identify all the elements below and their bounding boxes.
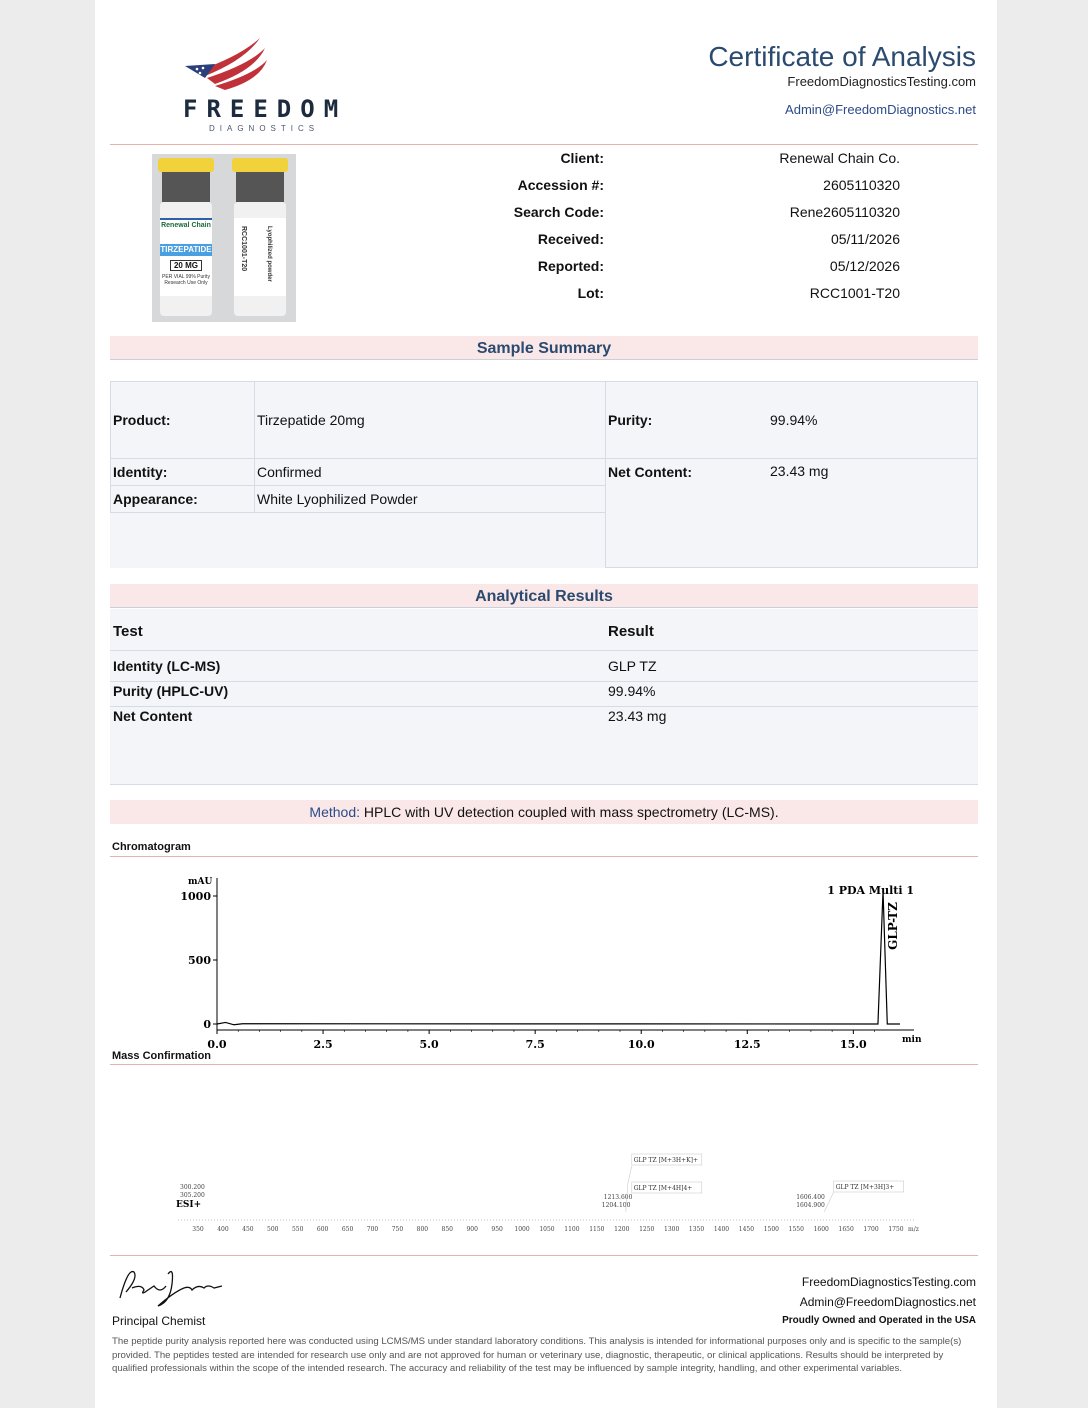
chromatogram-chart <box>110 858 978 1051</box>
annotation-leader <box>824 1192 833 1212</box>
detector-label: 1 PDA Multi 1 <box>827 884 914 897</box>
y-tick-label: 500 <box>188 954 211 967</box>
vial-lot-text: RCC1001-T20 <box>240 226 247 272</box>
mz-tick-label: 850 <box>441 1226 454 1233</box>
client-info-row <box>490 258 900 285</box>
flag-swoosh-icon <box>145 26 315 96</box>
mz-tick-label: 1700 <box>863 1226 879 1233</box>
chromatogram-trace <box>217 891 900 1025</box>
net-content-value: 23.43 mg <box>770 463 829 479</box>
identity-value: Confirmed <box>257 464 322 480</box>
mz-tick-label: 1500 <box>763 1226 779 1233</box>
mz-tick-label: 1150 <box>589 1226 605 1233</box>
footer-website: FreedomDiagnosticsTesting.com <box>801 1275 976 1289</box>
mz-tick-label: 500 <box>267 1226 279 1233</box>
purity-value: 99.94% <box>770 412 818 428</box>
product-label: Product: <box>113 412 171 428</box>
mz-tick-label: 1300 <box>664 1226 680 1233</box>
result-value: GLP TZ <box>608 658 657 674</box>
mz-tick-label: 1600 <box>813 1226 829 1233</box>
mz-tick-label: 800 <box>416 1226 429 1233</box>
footer-tagline: Proudly Owned and Operated in the USA <box>782 1315 976 1326</box>
client-info-row <box>490 177 900 204</box>
x-tick-label: 0.0 <box>207 1038 227 1051</box>
mz-tick-label: 950 <box>491 1226 503 1233</box>
method-line <box>110 800 978 824</box>
y-tick-label: 1000 <box>180 890 211 903</box>
mz-tick-label: 750 <box>391 1226 404 1233</box>
client-info-value: Renewal Chain Co. <box>779 150 900 166</box>
vial-brand: Renewal Chain <box>161 222 211 229</box>
x-tick-label: 7.5 <box>525 1038 545 1051</box>
purity-label: Purity: <box>608 412 653 428</box>
result-test-name: Identity (LC-MS) <box>113 658 221 674</box>
client-info-label: Search Code: <box>513 204 604 220</box>
method-label: Method: <box>309 804 360 820</box>
result-test-name: Net Content <box>113 708 193 724</box>
x-unit-label: min <box>902 1035 922 1045</box>
mz-tick-label: 1200 <box>614 1226 630 1233</box>
peak-mz-label: 305.200 <box>180 1192 205 1199</box>
esi-mode-label: ESI+ <box>176 1200 202 1210</box>
header-divider <box>110 144 978 145</box>
mz-tick-label: 700 <box>366 1226 379 1233</box>
certificate-sheet <box>110 16 978 1396</box>
client-info-label: Accession #: <box>517 177 604 193</box>
brand-wordmark: FREEDOM <box>183 95 348 123</box>
freedom-logo <box>145 26 348 136</box>
client-info-value: 05/11/2026 <box>830 231 900 247</box>
sample-summary-table <box>110 381 978 568</box>
chromatogram-divider <box>110 856 978 857</box>
appearance-value: White Lyophilized Powder <box>257 491 418 507</box>
identity-label: Identity: <box>113 464 168 480</box>
vial-product: TIRZEPATIDE <box>160 245 212 254</box>
mz-tick-label: 1400 <box>713 1226 730 1233</box>
y-unit-label: mAU <box>188 877 213 887</box>
mass-divider <box>110 1064 978 1065</box>
mz-tick-label: 1550 <box>788 1226 804 1233</box>
signer-role: Principal Chemist <box>112 1314 206 1328</box>
net-content-label: Net Content: <box>608 464 692 480</box>
mz-tick-label: 1450 <box>738 1226 755 1233</box>
mass-confirmation-heading: Mass Confirmation <box>112 1050 212 1062</box>
x-tick-label: 10.0 <box>627 1038 655 1051</box>
appearance-label: Appearance: <box>113 491 198 507</box>
vial-side-text: Lyophilized powder <box>266 226 272 282</box>
analytical-results-table <box>110 609 978 785</box>
brand-subtitle: DIAGNOSTICS <box>209 124 320 133</box>
client-info-label: Reported: <box>537 258 604 274</box>
result-test-name: Purity (HPLC-UV) <box>113 683 229 699</box>
chromatogram-heading: Chromatogram <box>112 841 191 853</box>
footer-divider <box>110 1255 978 1256</box>
client-info-label: Client: <box>560 150 604 166</box>
x-tick-label: 5.0 <box>419 1038 439 1051</box>
mz-tick-label: 1050 <box>539 1226 555 1233</box>
vial-front <box>156 158 216 318</box>
disclaimer-text: The peptide purity analysis reported here was conducted using LCMS/MS under standard laboratory conditions. This analysis is intended for informational purposes only and is specific to the sample(s) provided. The peptides tested are intended for research use only and are not approved for human or veterinary use, diagnostic, therapeutic, or clinical applications. Results should be interpreted by qualified professionals within the scope of the intended research. The accuracy and reliability of the test may be influenced by sample integrity, handling, and other experimental variables. <box>112 1336 962 1374</box>
mz-tick-label: 450 <box>242 1226 254 1233</box>
client-info-row <box>490 150 900 177</box>
client-info-row <box>490 231 900 258</box>
mz-tick-label: 1100 <box>564 1226 580 1233</box>
client-info-value: 05/12/2026 <box>829 258 900 274</box>
result-value: 23.43 mg <box>608 708 667 724</box>
mz-tick-label: 350 <box>192 1226 204 1233</box>
vial-small-text: PER VIAL 99% Purity Research Use Only <box>162 274 210 286</box>
mz-tick-label: 1000 <box>514 1226 530 1233</box>
x-tick-label: 12.5 <box>733 1038 761 1051</box>
header-website: FreedomDiagnosticsTesting.com <box>787 74 976 89</box>
x-tick-label: 2.5 <box>313 1038 333 1051</box>
header-email: Admin@FreedomDiagnostics.net <box>785 102 976 117</box>
document-title: Certificate of Analysis <box>708 41 976 72</box>
client-info-value: Rene2605110320 <box>789 204 900 220</box>
mz-unit-label: m/z <box>908 1226 919 1233</box>
client-info-value: RCC1001-T20 <box>809 285 900 301</box>
peak-mz-label: 1604.900 <box>796 1202 825 1209</box>
annotation-label: GLP TZ [M+3H]3+ <box>835 1184 895 1191</box>
peak-mz-label: 1213.600 <box>603 1194 633 1201</box>
client-info-value: 2605110320 <box>823 177 900 193</box>
mz-tick-label: 600 <box>316 1226 329 1233</box>
mz-tick-label: 550 <box>291 1226 304 1233</box>
client-info-row <box>490 285 900 312</box>
annotation-label: GLP TZ [M+3H+K]+ <box>633 1157 699 1164</box>
col-test-header: Test <box>113 623 143 640</box>
client-info-row <box>490 204 900 231</box>
mz-tick-label: 900 <box>466 1226 478 1233</box>
mass-spectrum-chart <box>110 1136 978 1234</box>
client-info-label: Received: <box>537 231 604 247</box>
mz-tick-label: 1350 <box>688 1226 705 1233</box>
vial-dose: 20 MG <box>170 260 202 271</box>
sample-summary-heading: Sample Summary <box>110 336 978 360</box>
analytical-results-heading: Analytical Results <box>110 584 978 608</box>
y-tick-label: 0 <box>203 1018 211 1031</box>
annotation-label: GLP TZ [M+4H]4+ <box>633 1185 693 1192</box>
result-value: 99.94% <box>608 683 656 699</box>
mz-tick-label: 1750 <box>888 1226 904 1233</box>
col-result-header: Result <box>608 623 654 640</box>
x-tick-label: 15.0 <box>839 1038 867 1051</box>
peak-label: GLP-TZ <box>886 902 901 950</box>
page <box>95 0 997 1408</box>
peak-mz-label: 300.200 <box>180 1184 205 1191</box>
vial-side <box>230 158 290 318</box>
product-value: Tirzepatide 20mg <box>257 412 365 428</box>
product-vial-photo <box>152 154 296 322</box>
mz-tick-label: 650 <box>341 1226 354 1233</box>
method-text: HPLC with UV detection coupled with mass spectrometry (LC-MS). <box>363 804 779 820</box>
client-info-label: Lot: <box>577 285 604 301</box>
mz-tick-label: 400 <box>217 1226 229 1233</box>
mz-tick-label: 1250 <box>639 1226 655 1233</box>
peak-mz-label: 1204.100 <box>601 1202 631 1209</box>
signature-image <box>114 1262 226 1312</box>
peak-mz-label: 1606.400 <box>796 1194 825 1201</box>
footer-email: Admin@FreedomDiagnostics.net <box>799 1295 976 1309</box>
mz-tick-label: 1650 <box>838 1226 854 1233</box>
